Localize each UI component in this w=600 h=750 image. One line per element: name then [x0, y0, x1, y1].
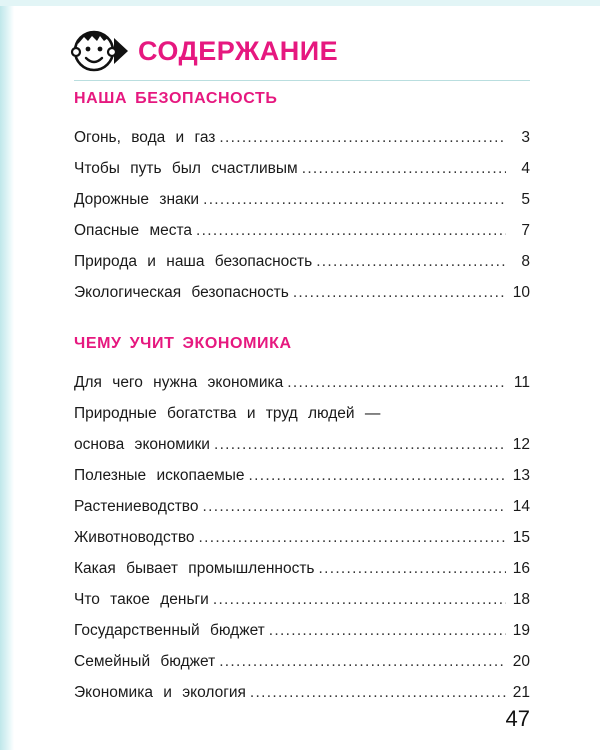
dot-leader — [250, 677, 506, 708]
toc-item[interactable]: основа экономики ..... 12 — [74, 429, 530, 460]
page-ref: 11 — [513, 374, 530, 391]
page-top-edge — [0, 0, 600, 6]
dot-leader — [203, 184, 506, 215]
dot-leader — [219, 122, 506, 153]
toc-item[interactable]: Природа и наша безопасность ..... 8 — [74, 246, 530, 277]
dot-leader — [213, 584, 506, 615]
page-title: СОДЕРЖАНИЕ — [138, 35, 339, 66]
boy-face-icon — [70, 28, 130, 74]
header-divider — [74, 80, 530, 81]
page-ref: 20 — [512, 653, 530, 670]
section-title: ЧЕМУ УЧИТ ЭКОНОМИКА — [74, 335, 292, 352]
toc-item[interactable]: Растениеводство ..... 14 — [74, 491, 530, 522]
dot-leader — [219, 646, 506, 677]
toc-item[interactable]: Семейный бюджет ..... 20 — [74, 646, 530, 677]
dot-leader — [269, 615, 506, 646]
page-ref: 16 — [512, 560, 530, 577]
toc-item[interactable]: Для чего нужна экономика ..... 11 — [74, 367, 530, 398]
header — [70, 28, 338, 74]
toc-item[interactable]: Экологическая безопасность ..... 10 — [74, 277, 530, 308]
page-ref: 15 — [512, 529, 530, 546]
page-ref: 7 — [521, 222, 530, 239]
page-ref: 18 — [512, 591, 530, 608]
section-title: НАША БЕЗОПАСНОСТЬ — [74, 90, 278, 107]
page-ref: 10 — [512, 284, 530, 301]
section-our-safety — [74, 88, 530, 308]
page-ref: 12 — [512, 436, 530, 453]
dot-leader — [196, 215, 506, 246]
page-ref: 5 — [521, 191, 530, 208]
page-ref: 19 — [512, 622, 530, 639]
dot-leader — [249, 460, 506, 491]
dot-leader — [287, 367, 506, 398]
toc-item[interactable]: Огонь, вода и газ ..... 3 — [74, 122, 530, 153]
dot-leader — [214, 429, 506, 460]
page-ref: 14 — [512, 498, 530, 515]
section-economics — [74, 333, 530, 708]
toc-item[interactable]: Что такое деньги ..... 18 — [74, 584, 530, 615]
page-number: 47 — [505, 706, 530, 731]
toc-item[interactable]: Животноводство ..... 15 — [74, 522, 530, 553]
dot-leader — [302, 153, 506, 184]
page-edge — [0, 0, 14, 750]
dot-leader — [199, 522, 506, 553]
toc-item[interactable]: Какая бывает промышленность ..... 16 — [74, 553, 530, 584]
page-ref: 4 — [521, 160, 530, 177]
toc-item[interactable]: Экономика и экология ..... 21 — [74, 677, 530, 708]
toc-item[interactable]: Опасные места ..... 7 — [74, 215, 530, 246]
toc-item[interactable]: Чтобы путь был счастливым ..... 4 — [74, 153, 530, 184]
page-ref: 13 — [512, 467, 530, 484]
page-ref: 8 — [521, 253, 530, 270]
page-ref: 21 — [512, 684, 530, 701]
dot-leader — [316, 246, 506, 277]
toc-item[interactable]: Полезные ископаемые ..... 13 — [74, 460, 530, 491]
page-ref: 3 — [521, 129, 530, 146]
toc-item[interactable]: Дорожные знаки ..... 5 — [74, 184, 530, 215]
dot-leader — [293, 277, 506, 308]
toc-item-continued[interactable]: Природные богатства и труд людей — — [74, 405, 381, 422]
dot-leader — [319, 553, 507, 584]
toc-item[interactable]: Государственный бюджет ..... 19 — [74, 615, 530, 646]
dot-leader — [203, 491, 507, 522]
